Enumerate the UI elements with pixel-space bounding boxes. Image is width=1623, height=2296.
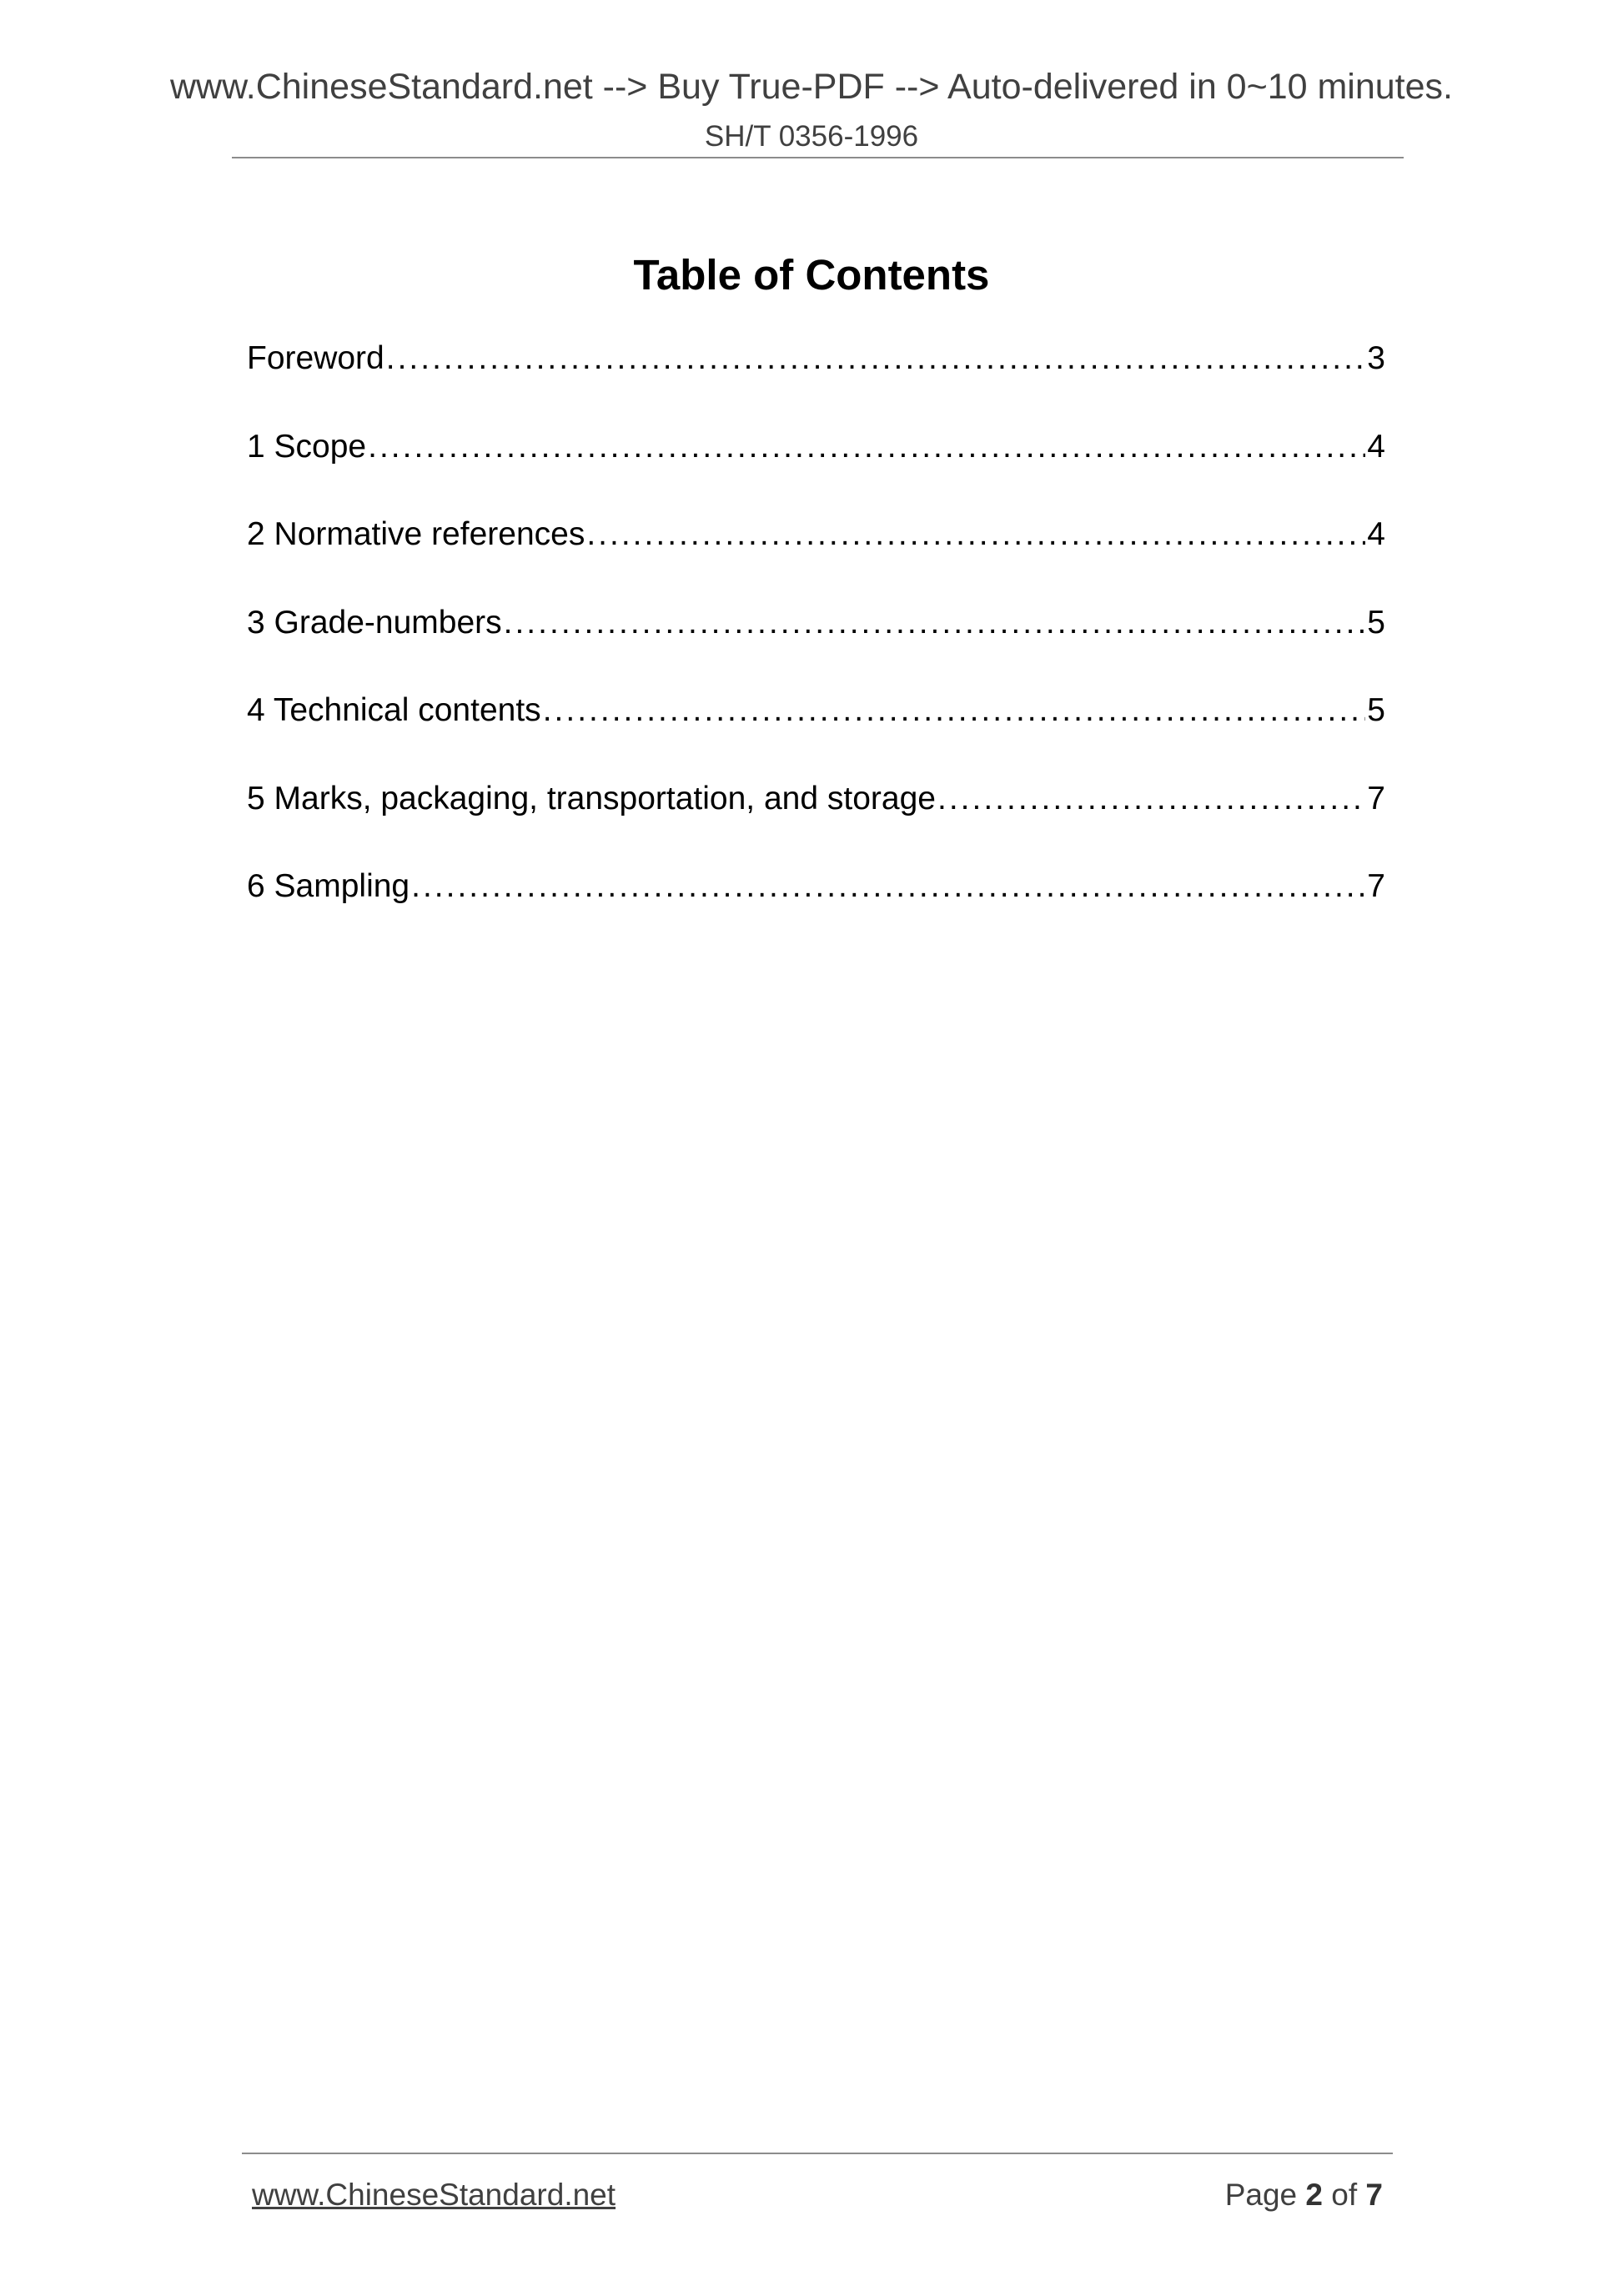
- toc-entry-label: 2 Normative references: [247, 516, 585, 552]
- toc-entry-label: 3 Grade-numbers: [247, 604, 502, 641]
- toc-entry-label: Foreword: [247, 340, 384, 376]
- toc-entry-label: 4 Technical contents: [247, 692, 541, 728]
- toc-entry-page: 3: [1367, 340, 1385, 376]
- toc-entry-foreword[interactable]: [247, 338, 1385, 426]
- toc-entry-label: 5 Marks, packaging, transportation, and storage: [247, 780, 936, 816]
- toc-entry-page: 4: [1367, 428, 1385, 465]
- header-banner: www.ChineseStandard.net --> Buy True-PDF --> Auto-delivered in 0~10 minutes.: [169, 67, 1453, 107]
- toc-entry-technical-contents[interactable]: [247, 690, 1385, 778]
- total-pages-number: 7: [1365, 2178, 1383, 2212]
- toc-dot-leader: [586, 514, 1365, 555]
- toc-entry-grade-numbers[interactable]: [247, 602, 1385, 691]
- toc-entry-page: 5: [1367, 692, 1385, 728]
- toc-entry-page: 7: [1367, 868, 1385, 904]
- standard-code: SH/T 0356-1996: [704, 120, 919, 153]
- page-counter: [1225, 2175, 1383, 2215]
- toc-entry-label: 1 Scope: [247, 428, 367, 465]
- toc-entry-scope[interactable]: [247, 426, 1385, 515]
- toc-dot-leader: [386, 338, 1366, 379]
- toc-dot-leader: [368, 426, 1365, 468]
- toc-entry-label: 6 Sampling: [247, 868, 410, 904]
- toc-title: Table of Contents: [633, 251, 990, 299]
- page-of-label: of: [1331, 2178, 1358, 2212]
- toc-dot-leader: [937, 778, 1365, 820]
- current-page-number: 2: [1305, 2178, 1323, 2212]
- toc-dot-leader: [543, 690, 1366, 731]
- toc-list: [247, 338, 1385, 954]
- page-prefix: Page: [1224, 2178, 1298, 2212]
- toc-entry-page: 4: [1367, 516, 1385, 552]
- toc-entry-sampling[interactable]: [247, 866, 1385, 954]
- header-divider: [232, 157, 1404, 158]
- toc-entry-normative-references[interactable]: [247, 514, 1385, 602]
- footer-site-link[interactable]: www.ChineseStandard.net: [252, 2178, 616, 2212]
- toc-dot-leader: [504, 602, 1366, 644]
- toc-entry-marks-packaging[interactable]: [247, 778, 1385, 867]
- toc-entry-page: 5: [1367, 604, 1385, 641]
- footer-divider: [242, 2153, 1393, 2154]
- toc-entry-page: 7: [1367, 780, 1385, 816]
- toc-dot-leader: [411, 866, 1365, 907]
